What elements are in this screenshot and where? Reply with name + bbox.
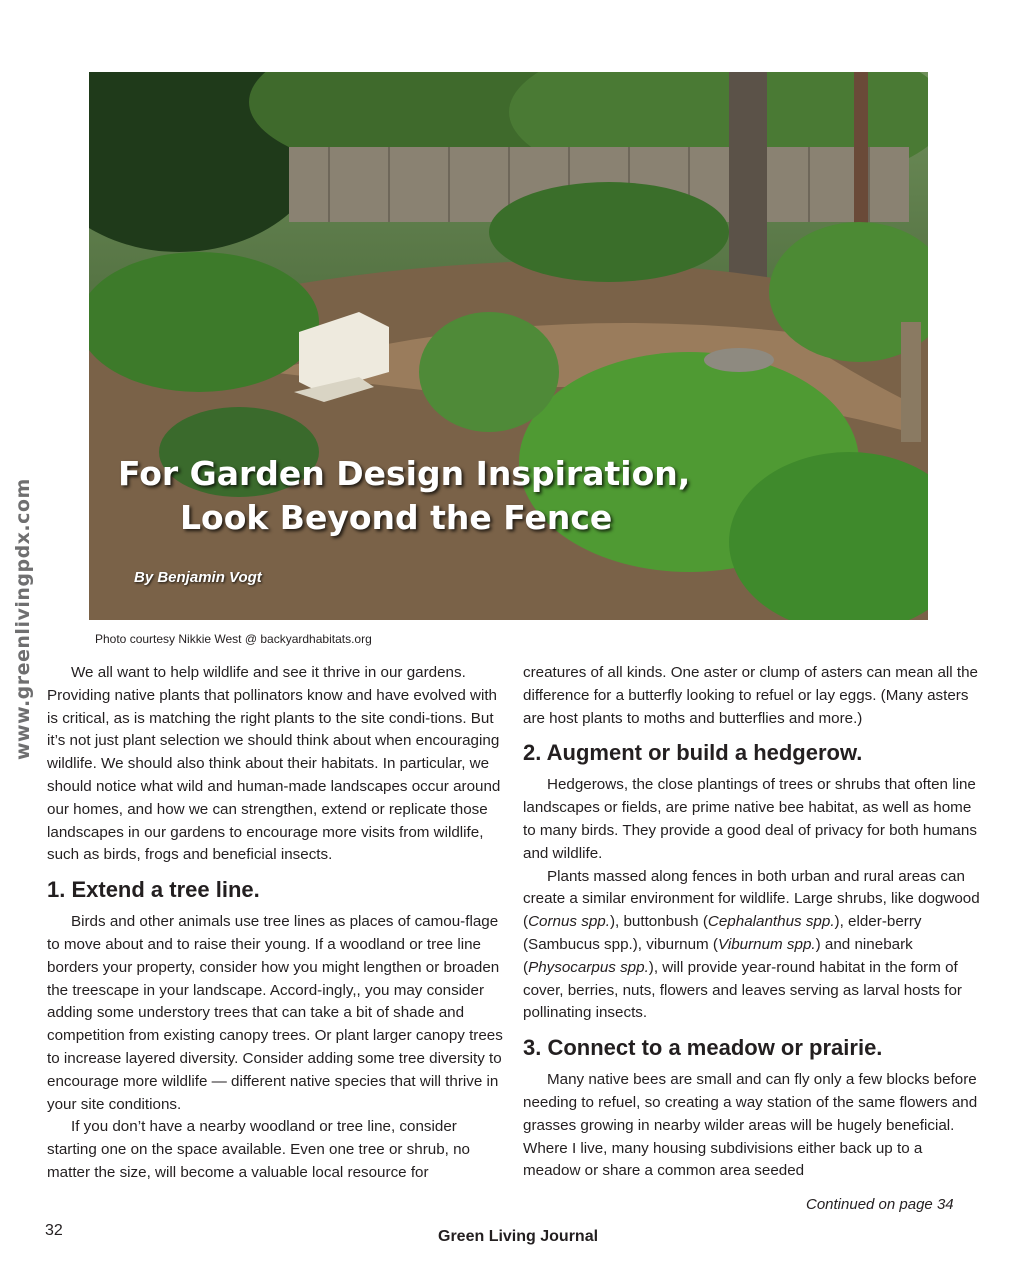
paragraph: Hedgerows, the close plantings of trees or shrubs that often line landscapes or fields, are prime native bee habitat, as well as home to many birds. They provide a good deal of privacy for both humans and wildlife. <box>523 776 977 862</box>
species-name: Cephalanthus spp. <box>707 913 835 931</box>
text-run: ) and ninebark ( <box>523 935 913 976</box>
photo-credit: Photo courtesy Nikkie West @ backyardhabitats.org <box>95 632 372 646</box>
article-title <box>118 452 690 540</box>
paragraph: If you don’t have a nearby woodland or tree line, consider starting one on the space available. Even one tree or shrub, no matter the size, will become a valuable local resource for <box>47 1118 470 1181</box>
paragraph <box>523 866 983 1026</box>
website-url: www.greenlivingpdx.com <box>12 478 34 760</box>
column-left <box>47 662 503 1185</box>
species-name: Cornus spp. <box>528 913 610 931</box>
species-name: Physocarpus spp. <box>528 958 649 976</box>
paragraph: We all want to help wildlife and see it thrive in our gardens. Providing native plants that pollinators know and have evolved with is critical, as is matching the right plants to the site condi-tions. But it’s not just plant selection we should think about when encouraging wildlife. We should also think about their habitats. In particular, we should notice what wild and human-made landscapes occur around our homes, and how we can strengthen, extend or replicate those landscapes in our gardens to encourage more visits from wildlife, such as birds, frogs and beneficial insects. <box>47 664 501 864</box>
paragraph: Many native bees are small and can fly only a few blocks before needing to refuel, so creating a way station of the same flowers and grasses growing in nearby wilder areas will be hugely beneficial. Where I live, many housing subdivisions either back up to a meadow or share a common area seeded <box>523 1071 978 1180</box>
article-title-line2: Look Beyond the Fence <box>180 498 613 537</box>
section-heading-hedgerow: 2. Augment or build a hedgerow. <box>523 740 863 766</box>
continued-note: Continued on page 34 <box>806 1196 954 1213</box>
paragraph: Birds and other animals use tree lines as places of camou-flage to move about and to raise their young. If a woodland or tree line borders your property, consider how you might lengthen or broaden the treescape in your landscape. Accord-ingly,, you may consider adding some understory trees that can take a bit of shade and competition from existing canopy trees. Or plant larger canopy trees to increase layered diversity. Consider adding some tree diversity to encourage more wildlife — different native species that will thrive in your site conditions. <box>47 913 503 1113</box>
journal-name: Green Living Journal <box>438 1228 599 1245</box>
column-right <box>523 662 983 1183</box>
text-run: ), buttonbush ( <box>609 913 708 931</box>
text-run: ), will provide year-round habitat in the form of cover, berries, nuts, flowers and leaves serving as larval hosts for pollinating insects. <box>523 958 962 1022</box>
byline: By Benjamin Vogt <box>134 569 262 586</box>
page-number: 32 <box>45 1222 63 1239</box>
text-run: Plants massed along fences in both urban and rural areas can create a similar environment for wildlife. Large shrubs, like dogwood ( <box>523 867 980 931</box>
section-heading-meadow: 3. Connect to a meadow or prairie. <box>523 1035 883 1061</box>
species-name: Viburnum spp. <box>717 935 816 953</box>
text-run: ), elder-berry (Sambucus spp.), viburnum ( <box>523 913 922 953</box>
section-heading-tree-line: 1. Extend a tree line. <box>47 877 260 903</box>
paragraph: creatures of all kinds. One aster or clump of asters can mean all the difference for a butterfly looking to refuel or lay eggs. (Many asters are host plants to moths and butterflies and more.) <box>523 664 978 727</box>
article-title-line1: For Garden Design Inspiration, <box>118 454 691 493</box>
